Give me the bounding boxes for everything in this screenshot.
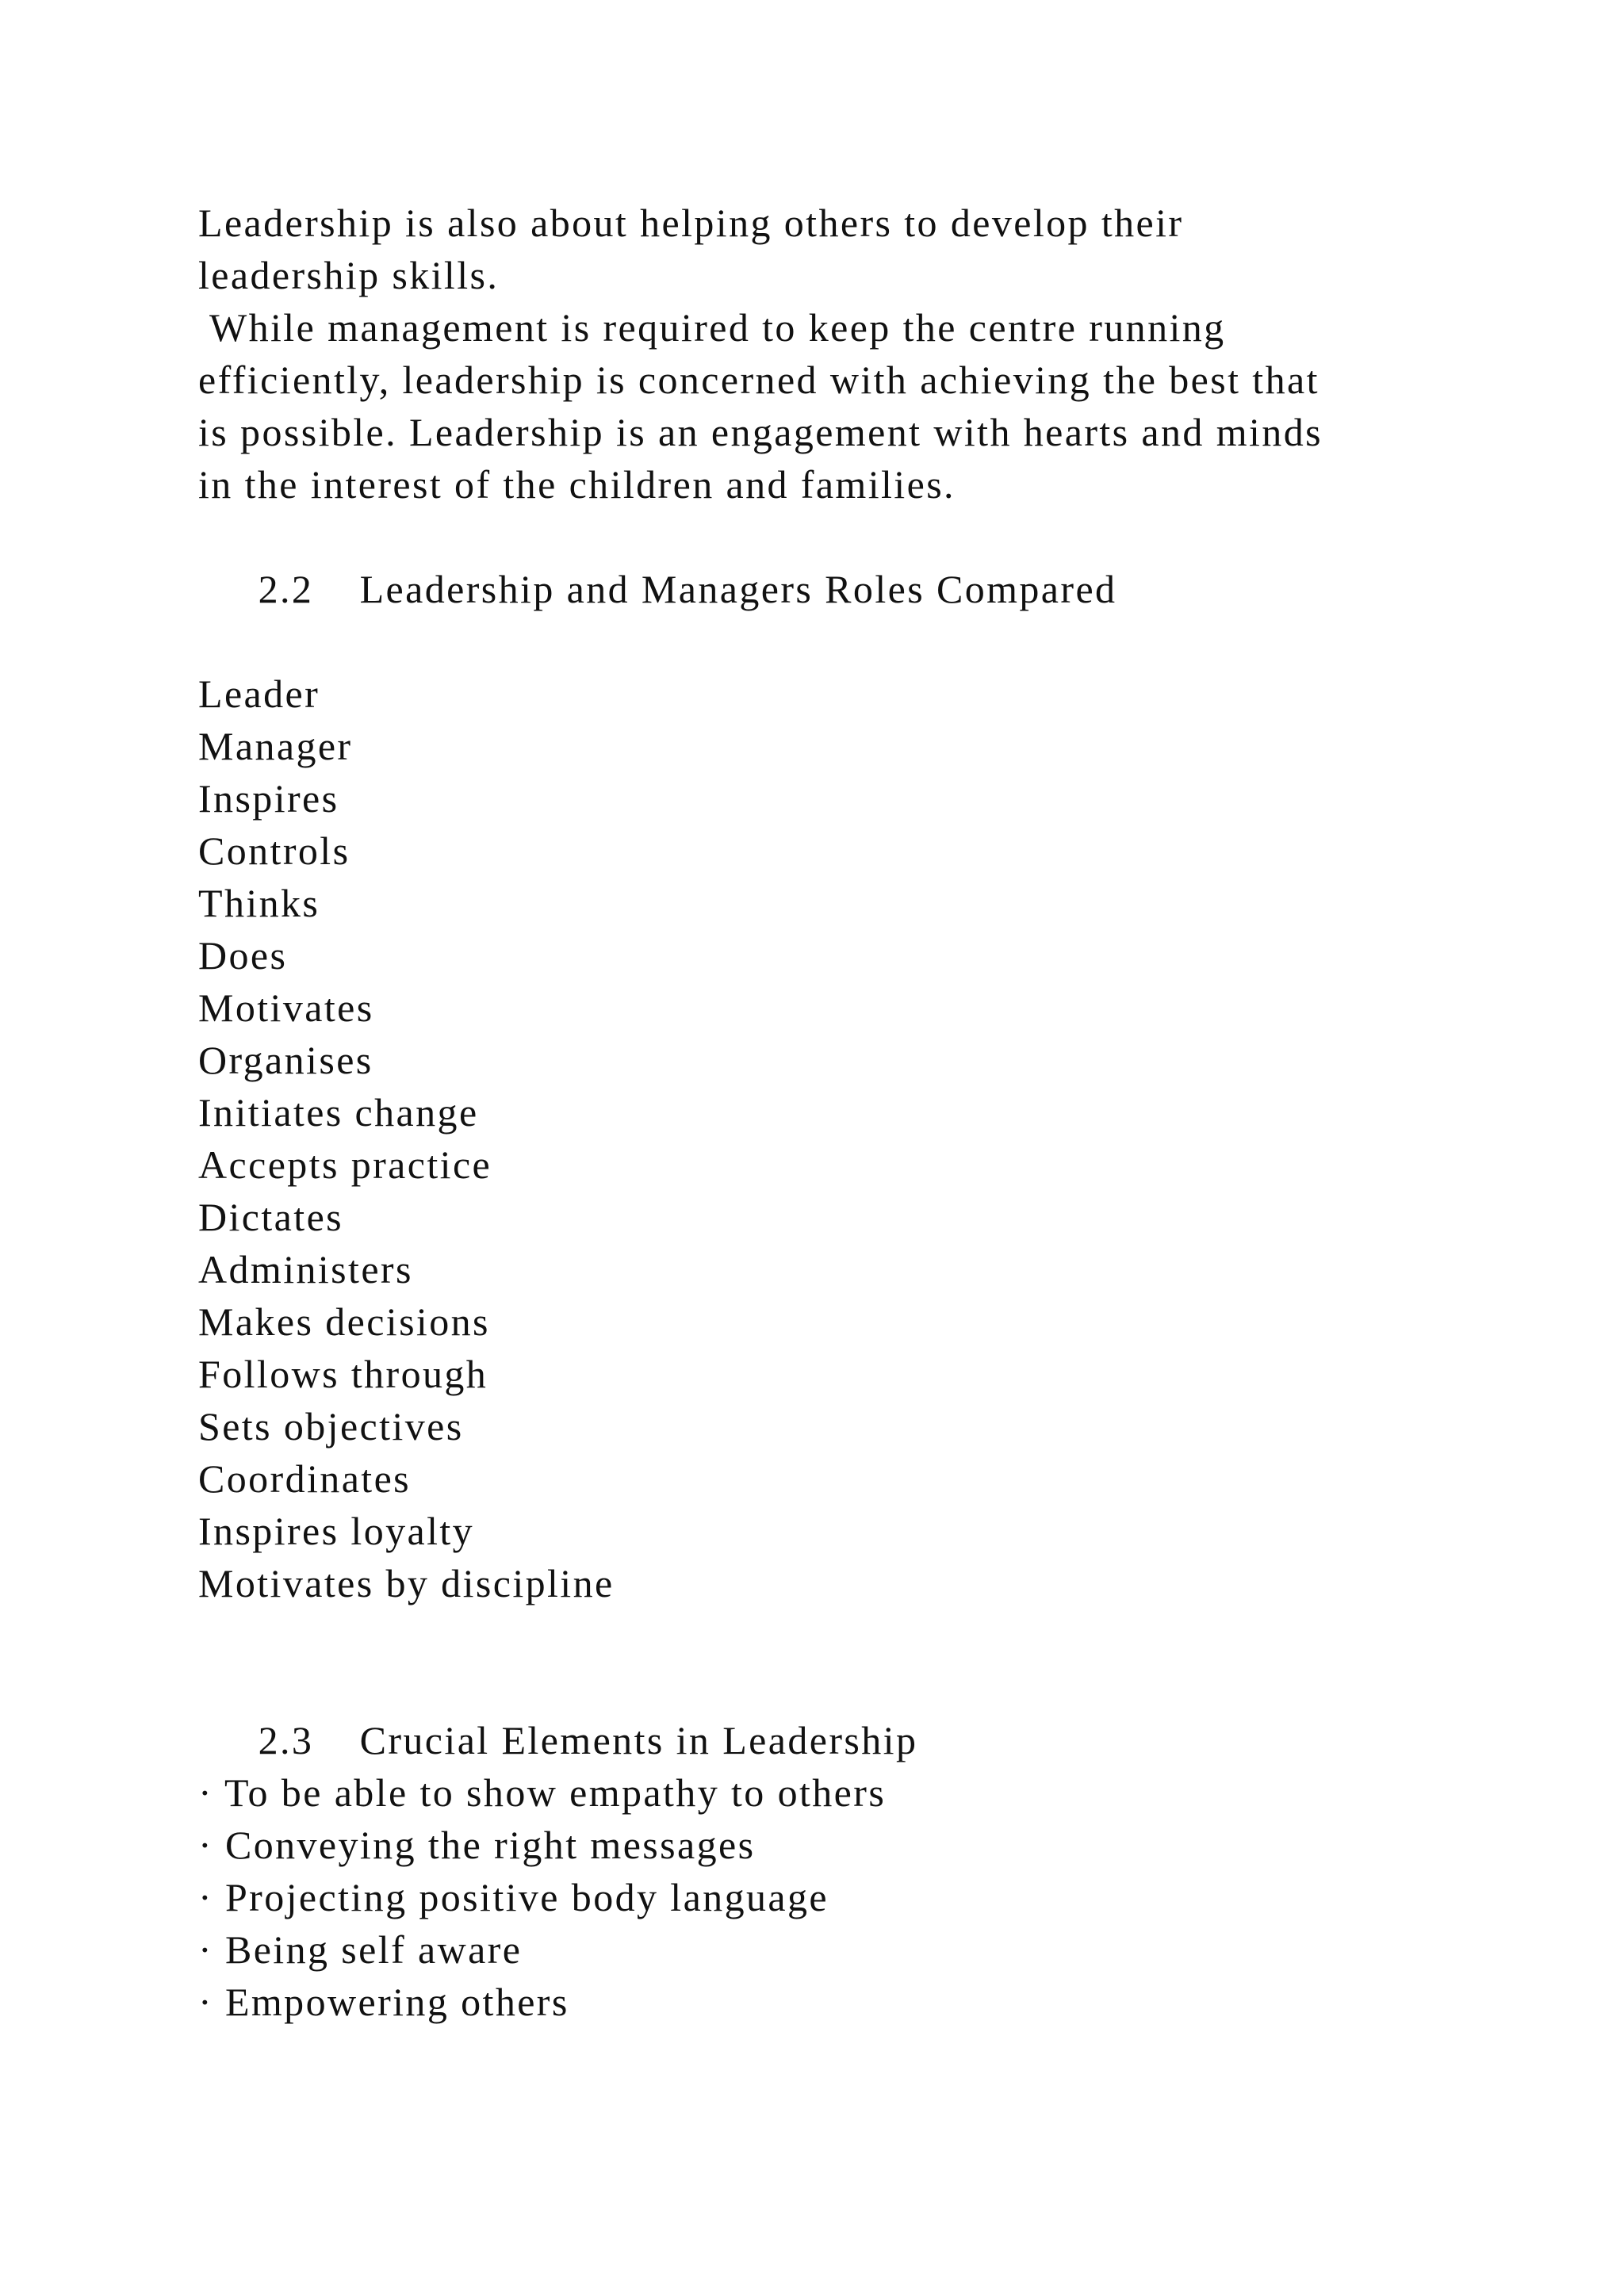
intro-line: leadership skills. [198,253,500,297]
role-item: Leader [198,672,320,716]
role-item: Motivates [198,985,374,1030]
roles-list [198,668,1467,1609]
role-item: Sets objectives [198,1404,464,1448]
role-item: Inspires loyalty [198,1509,475,1553]
intro-line: in the interest of the children and families. [198,462,956,507]
role-item: Motivates by discipline [198,1561,615,1605]
section-title: Leadership and Managers Roles Compared [359,567,1117,611]
role-item: Administers [198,1247,413,1292]
document-page [198,197,1467,2028]
role-item: Accepts practice [198,1142,492,1187]
elements-list [198,1766,1467,2028]
intro-paragraph [198,197,1467,511]
role-item: Inspires [198,776,339,821]
element-item: · Empowering others [198,1980,569,2024]
element-item: · Projecting positive body language [198,1875,829,1919]
element-item: · Being self aware [198,1927,523,1972]
section-heading-2-2 [198,511,1467,611]
role-item: Initiates change [198,1090,479,1135]
role-item: Controls [198,828,350,873]
role-item: Coordinates [198,1456,412,1501]
intro-line: While management is required to keep the centre running [198,305,1226,350]
section-title: Crucial Elements in Leadership [359,1718,918,1762]
element-item: · To be able to show empathy to others [198,1770,887,1815]
role-item: Organises [198,1038,373,1082]
element-item: · Conveying the right messages [198,1823,756,1867]
role-item: Manager [198,724,353,768]
role-item: Thinks [198,881,320,925]
intro-line: is possible. Leadership is an engagement with hearts and minds [198,410,1323,454]
role-item: Dictates [198,1195,344,1239]
section-number: 2.2 [258,567,314,611]
section-number: 2.3 [258,1718,314,1762]
role-item: Makes decisions [198,1299,490,1344]
spacer [198,615,1467,668]
spacer [198,1609,1467,1662]
section-heading-2-3 [198,1662,1467,1762]
intro-line: efficiently, leadership is concerned with achieving the best that [198,358,1320,402]
role-item: Follows through [198,1352,488,1396]
intro-line: Leadership is also about helping others to develop their [198,201,1184,245]
role-item: Does [198,933,288,978]
